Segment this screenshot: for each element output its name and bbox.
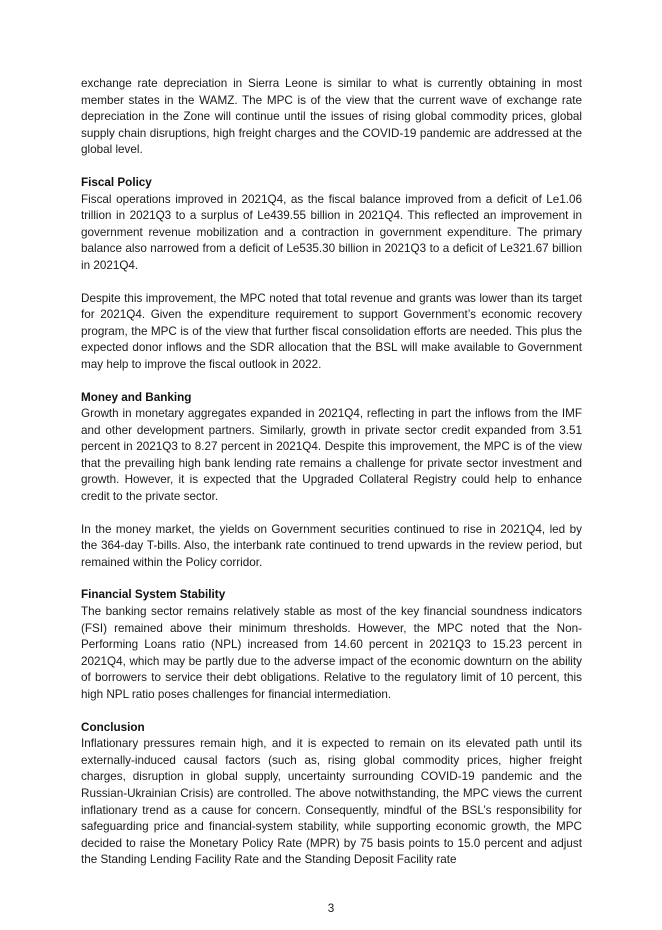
conclusion-paragraph-1: Inflationary pressures remain high, and it is expected to remain on its elevated path until its externally-induced causal factors (such as, rising global commodity prices, higher freight charges, disruption in global supply, uncertainty surrounding COVID-19 pandemic and the Russian-Ukrainian Crisis) are controlled. The above notwithstanding, the MPC views the current inflationary trend as a cause for concern. Consequently, mindful of the BSL’s responsibility for safeguarding price and financial-system stability, while supporting economic growth, the MPC decided to raise the Monetary Policy Rate (MPR) by 75 basis points to 15.0 percent and adjust the Standing Lending Facility Rate and the Standing Deposit Facility rate — [81, 737, 582, 867]
fiscal-policy-heading: Fiscal Policy — [81, 175, 152, 189]
fiscal-policy-paragraph-2: Despite this improvement, the MPC noted that total revenue and grants was lower than its target for 2021Q4. Given the expenditure requirement to support Government’s economic recovery program, the MPC is of the view that further fiscal consolidation efforts are needed. This plus the expected donor inflows and the SDR allocation that the BSL will make available to Government may help to improve the fiscal outlook in 2022. — [81, 291, 582, 371]
section-money-and-banking — [81, 390, 582, 572]
section-fiscal-policy — [81, 175, 582, 374]
money-and-banking-paragraph-1: Growth in monetary aggregates expanded in 2021Q4, reflecting in part the inflows from the IMF and other development partners. Similarly, growth in private sector credit expanded from 3.51 percent in 2021Q3 to 8.27 percent in 2021Q4. Despite this improvement, the MPC is of the view that the prevailing high bank lending rate remains a challenge for private sector investment and growth. However, it is expected that the Upgraded Collateral Registry could help to enhance credit to the private sector. — [81, 407, 582, 504]
money-and-banking-heading: Money and Banking — [81, 390, 192, 404]
intro-paragraph: exchange rate depreciation in Sierra Leone is similar to what is currently obtaining in most member states in the WAMZ. The MPC is of the view that the current wave of exchange rate depreciation in the Zone will continue until the issues of rising global commodity prices, global supply chain disruptions, high freight charges and the COVID-19 pandemic are addressed at the global level. — [81, 77, 582, 157]
financial-system-stability-paragraph-1: The banking sector remains relatively stable as most of the key financial soundness indicators (FSI) remained above their minimum thresholds. However, the MPC noted that the Non-Performing Loans ratio (NPL) increased from 14.60 percent in 2021Q3 to 15.23 percent in 2021Q4, which may be partly due to the adverse impact of the economic downturn on the ability of borrowers to service their debt obligations. Relative to the regulatory limit of 10 percent, this high NPL ratio poses challenges for financial intermediation. — [81, 605, 582, 701]
conclusion-heading: Conclusion — [81, 720, 145, 734]
page-number: 3 — [327, 902, 335, 915]
fiscal-policy-paragraph-1: Fiscal operations improved in 2021Q4, as the fiscal balance improved from a deficit of Le1.06 trillion in 2021Q3 to a surplus of Le439.55 billion in 2021Q4. This reflected an improvement in government revenue mobilization and a contraction in government expenditure. The primary balance also narrowed from a deficit of Le535.30 billion in 2021Q3 to a deficit of Le321.67 billion in 2021Q4. — [81, 192, 582, 272]
section-financial-system-stability — [81, 587, 582, 703]
money-and-banking-paragraph-2: In the money market, the yields on Government securities continued to rise in 2021Q4, led by the 364-day T-bills. Also, the interbank rate continued to trend upwards in the review period, but remained within the Policy corridor. — [81, 522, 582, 569]
financial-system-stability-heading: Financial System Stability — [81, 588, 226, 602]
section-conclusion — [81, 720, 582, 869]
document-body — [81, 76, 582, 885]
